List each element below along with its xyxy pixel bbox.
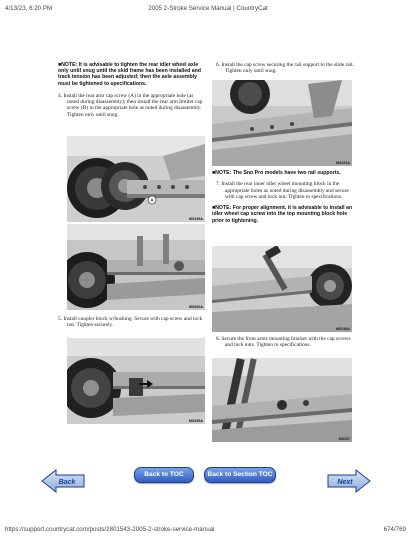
- photo-rear-arm-image: [67, 136, 205, 222]
- print-datetime: 4/13/23, 6:20 PM: [5, 5, 53, 12]
- back-arrow-button[interactable]: [40, 468, 86, 494]
- photo-code: MS195A: [189, 419, 203, 423]
- note-label: ■NOTE:: [212, 205, 232, 212]
- next-arrow-icon: [326, 468, 372, 494]
- note-text: The Sno Pro models have two rail supports.: [232, 170, 341, 176]
- photo-front-arms: [212, 358, 352, 442]
- next-arrow-button[interactable]: [326, 468, 372, 494]
- photo-code: MS196A: [336, 327, 350, 331]
- photo-skid-frame: [67, 224, 205, 310]
- note-rear-idler: [58, 62, 206, 87]
- back-to-section-toc-button[interactable]: Back to Section TOC: [204, 467, 276, 483]
- note-alignment: [212, 205, 358, 224]
- back-to-toc-button[interactable]: Back to TOC: [134, 467, 194, 483]
- page-title: 2005 2-Stroke Service Manual | CountryCat: [148, 5, 268, 12]
- note-text: It is advisable to tighten the rear idler wheel axle only until snug until the skid frame has been installed and track tension has been adjusted; then the axle assembly must be tightened to specifications.: [58, 62, 201, 87]
- photo-skid-frame-image: [67, 224, 205, 310]
- photo-idler-mount: [212, 246, 352, 332]
- photo-rear-arm: [67, 136, 205, 222]
- right-column-notes: [212, 170, 358, 224]
- footer-url: https://support.countrycat.com/posts/2801543-2005-2-stroke-service-manual: [5, 526, 215, 533]
- back-label: Back: [58, 479, 76, 486]
- note-text: For proper alignment, it is advisable to install an idler wheel cap screw into the top mounting block hole prior to tightening.: [212, 205, 353, 224]
- step-8: 8. Secure the front arms mounting bracket with the cap screws and lock nuts. Tighten to specifications.: [216, 336, 351, 349]
- left-column: [58, 62, 206, 118]
- note-sno-pro: [212, 170, 358, 176]
- photo-code: MS197: [338, 437, 350, 441]
- photo-rail-support-image: [212, 80, 352, 166]
- left-column-step5: [58, 316, 206, 329]
- photo-code: MS200A: [189, 305, 203, 309]
- right-column-step8: [216, 336, 356, 349]
- photo-idler-mount-image: [212, 246, 352, 332]
- photo-coupler-block-image: [67, 338, 205, 424]
- photo-rail-support: [212, 80, 352, 166]
- photo-front-arms-image: [212, 358, 352, 442]
- back-arrow-icon: [40, 468, 86, 494]
- step-4: 4. Install the rear arm cap screw (A) in the appropriate hole (as noted during disassembly); then install the rear arm limiter cap screw (B) in the appropriate hole as noted during disassembly. Tighten only until snug.: [58, 92, 203, 118]
- next-label: Next: [337, 479, 353, 486]
- step-5: 5. Install coupler block w/bushing. Secure with cap screw and lock nut. Tighten securely.: [58, 316, 203, 329]
- photo-coupler-block: [67, 338, 205, 424]
- photo-code: MS199A: [189, 217, 203, 221]
- step-7: 7. Install the rear inner idler wheel mounting block in the appropriate holes as noted during disassembly and secure with cap screw and lock nut. Tighten to specifications.: [216, 181, 349, 200]
- right-column-step6: [216, 62, 356, 75]
- note-label: ■NOTE:: [212, 170, 232, 176]
- photo-code: MS191A: [336, 161, 350, 165]
- step-6: 6. Install the cap screw securing the rail support to the slide rail. Tighten only until snug.: [216, 62, 355, 75]
- callout-a: A: [150, 197, 154, 203]
- note-label: ■NOTE:: [58, 62, 78, 68]
- footer-page-number: 674/769: [383, 526, 406, 533]
